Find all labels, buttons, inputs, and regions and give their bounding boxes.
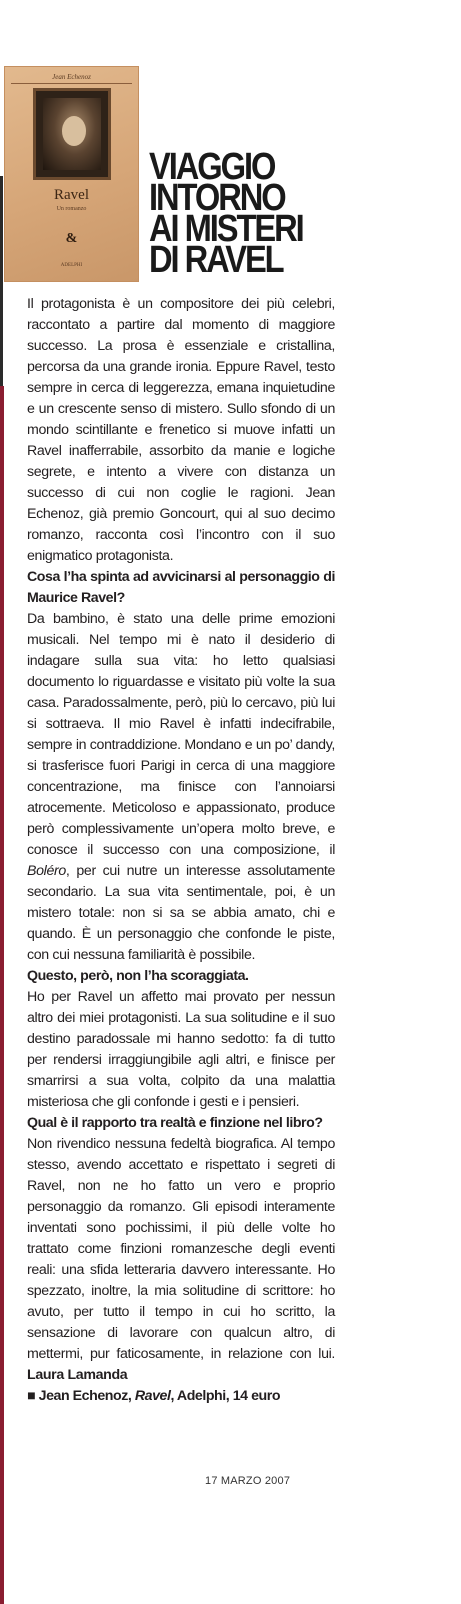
answer-1-text-end: , per cui nutre un interesse assolutamente secondario. La sua vita sentimentale, poi, è un mistero totale: non si sa se abbia amato, chi e quando. È un personaggio che confonde le piste, con cui nessuna familiarità è possibile. xyxy=(27,863,335,963)
book-cover-subtitle: Un romanzo xyxy=(56,206,87,212)
issue-date: 17 MARZO 2007 xyxy=(205,1475,291,1487)
book-cover-image xyxy=(4,66,139,282)
question-1: Cosa l’ha spinta ad avvicinarsi al personaggio di Maurice Ravel? xyxy=(27,569,335,606)
question-3: Qual è il rapporto tra realtà e finzione nel libro? xyxy=(27,1115,323,1131)
byline: Laura Lamanda xyxy=(27,1367,128,1383)
credit-bullet-icon: ■ xyxy=(27,1388,36,1404)
article-body xyxy=(27,294,335,1407)
portrait-painting xyxy=(43,98,101,170)
article-intro: Il protagonista è un compositore dei più celebri, raccontato a partire dal momento di maggiore successo. La prosa è essenziale e cristallina, percorsa da una grande ironia. Eppure Ravel, testo sempre in cerca di leggerezza, emana inquietudine e un crescente senso di mistero. Sullo sfondo di un mondo scintillante e frenetico si muove infatti un Ravel inafferrabile, assorbito da manie e logiche segrete, e intento a vivere con distanza un successo di cui non coglie le ragioni. Jean Echenoz, già premio Goncourt, qui al suo decimo romanzo, racconta così l’incontro con il suo enigmatico protagonista. xyxy=(27,296,335,564)
portrait-frame xyxy=(33,88,111,180)
portrait-face xyxy=(62,116,86,146)
answer-1 xyxy=(27,609,335,966)
book-cover-author: Jean Echenoz xyxy=(52,73,91,81)
publisher-logo-icon: & xyxy=(65,231,78,246)
question-2: Questo, però, non l’ha scoraggiata. xyxy=(27,968,249,984)
book-cover-publisher: ADELPHI xyxy=(60,263,83,268)
bolero-title: Boléro xyxy=(27,863,66,879)
credit-details: , Adelphi, 14 euro xyxy=(170,1388,281,1404)
edge-bar-accent xyxy=(0,386,4,1604)
edge-bar-dark xyxy=(0,176,3,386)
answer-3-text: Non rivendico nessuna fedeltà biografica. Al tempo stesso, avendo accettato e rispettato i segreti di Ravel, non ne ho fatto un vero e proprio personaggio da romanzo. Gli episodi interamente inventati sono pochissimi, il più delle volte ho trattato come finzioni romanzesche degli eventi reali: una sfida letteraria davvero interessante. Ho spezzato, inoltre, la mia solitudine di scrittore: ho avuto, per tutto il tempo in cui ho scritto, la sensazione di lavorare con qualcun altro, di mettermi, pur faticosamente, in relazione con lui. xyxy=(27,1136,335,1362)
answer-3 xyxy=(27,1134,335,1386)
headline-line: AI MISTERI xyxy=(149,208,303,250)
headline-line: DI RAVEL xyxy=(149,239,283,281)
answer-1-text: Da bambino, è stato una delle prime emozioni musicali. Nel tempo mi è nato il desiderio di indagare sulla sua vita: ho letto qualsiasi documento lo riguardasse e visitato più volte la sua casa. Paradossalmente, però, più lo cercavo, più lui si sottraeva. Il mio Ravel è infatti indecifrabile, sempre in contraddizione. Mondano e un po’ dandy, si trasferisce fuori Parigi in cerca di una maggiore concentrazione, ma finisce con l’annoiarsi atrocemente. Meticoloso e appassionato, produce però complessivamente un’opera molto breve, e conosce il successo con una composizione, il xyxy=(27,611,335,858)
headline-line: INTORNO xyxy=(149,177,285,219)
credit-title: Ravel xyxy=(134,1388,171,1404)
book-cover-rule xyxy=(11,83,132,84)
book-cover-title: Ravel xyxy=(54,187,89,203)
credit-author: Jean Echenoz, xyxy=(38,1388,135,1404)
headline-line: VIAGGIO xyxy=(149,146,275,188)
book-credit xyxy=(27,1386,335,1407)
headline xyxy=(149,146,407,281)
answer-2: Ho per Ravel un affetto mai provato per nessun altro dei miei protagonisti. La sua solitudine e il suo destino paradossale mi hanno sedotto: fa di tutto per rendersi irraggiungibile agli altri, e finisce per smarrirsi a sua volta, colpito da una malattia misteriosa che gli confonde i gesti e i pensieri. xyxy=(27,989,335,1110)
